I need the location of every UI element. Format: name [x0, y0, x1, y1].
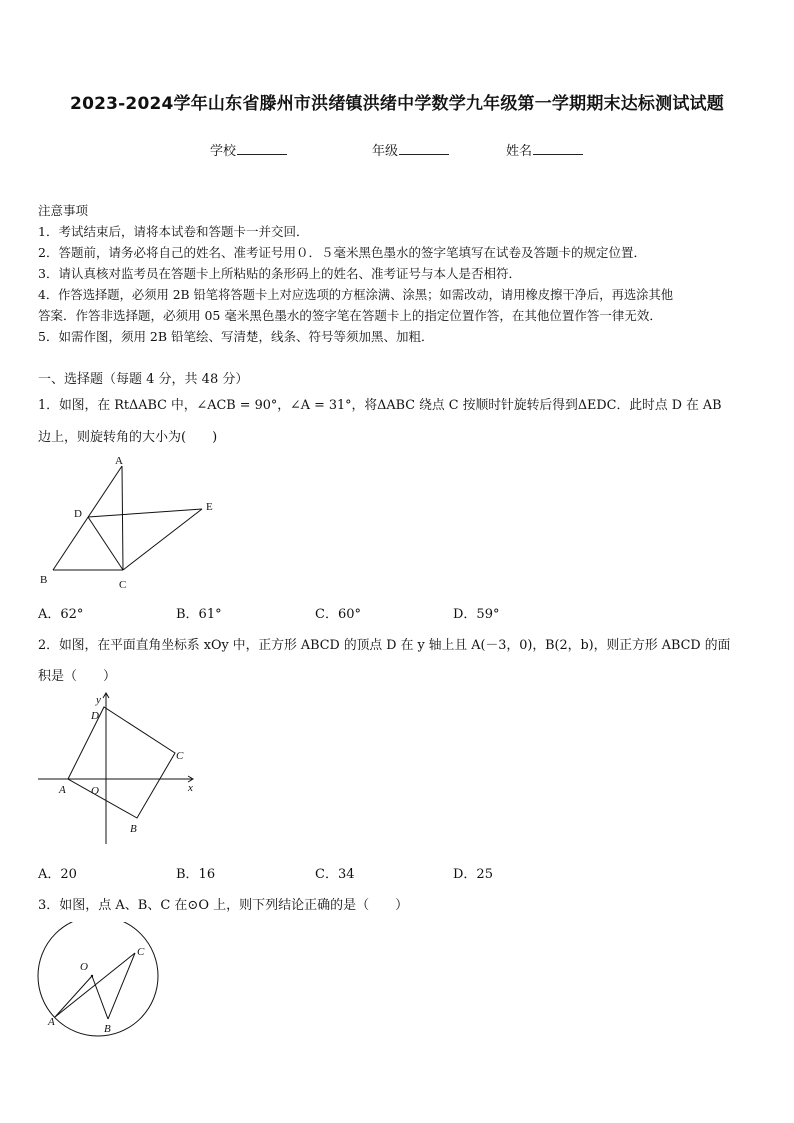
q1-seg-AB: [53, 466, 122, 570]
q3-center-dot: [91, 975, 93, 977]
q1-figure: [30, 452, 230, 594]
school-blank: [237, 142, 287, 155]
grade-label: 年级: [372, 144, 399, 159]
q3-seg-AO: [55, 976, 92, 1017]
q2-label-y: y: [96, 694, 101, 706]
q2-label-B: B: [130, 823, 137, 835]
q3-label-B: B: [104, 1023, 111, 1035]
q2-option-a: A．20: [38, 867, 77, 882]
q1-seg-AC: [122, 466, 123, 570]
q2-option-d: D．25: [453, 867, 493, 882]
q1-seg-EC: [123, 509, 202, 570]
notice-heading: 注意事项: [38, 203, 89, 218]
q2-square-abcd: [68, 707, 175, 818]
section-heading: 一、选择题（每题 4 分，共 48 分）: [38, 372, 249, 387]
document-title: 2023-2024学年山东省滕州市洪绪镇洪绪中学数学九年级第一学期期末达标测试试题: [70, 94, 724, 114]
notice-item-5: 5．如需作图，须用 2B 铅笔绘、写清楚，线条、符号等须加黑、加粗．: [38, 329, 434, 344]
school-field: [210, 140, 287, 159]
q2-text-line1: 2．如图，在平面直角坐标系 xOy 中，正方形 ABCD 的顶点 D 在 y 轴上且 A(－3，0)，B(2，b)，则正方形 ABCD 的面: [38, 638, 731, 653]
q3-label-C: C: [137, 946, 145, 958]
q2-label-x: x: [188, 782, 193, 794]
q3-label-A: A: [48, 1016, 55, 1028]
q1-label-A: A: [115, 455, 123, 467]
q1-text-line2: 边上，则旋转角的大小为( ): [38, 430, 218, 445]
q2-text-line2: 积是（ ）: [38, 669, 117, 684]
q2-label-C: C: [176, 750, 184, 762]
q2-figure: [30, 690, 210, 850]
q2-label-O: O: [91, 785, 99, 797]
q1-label-B: B: [40, 574, 48, 586]
notice-item-1: 1．考试结束后，请将本试卷和答题卡一并交回．: [38, 224, 309, 239]
name-field: [506, 140, 583, 159]
q1-label-E: E: [206, 501, 213, 513]
q3-seg-OB: [92, 976, 108, 1019]
q2-label-D: D: [91, 710, 99, 722]
school-label: 学校: [210, 144, 237, 159]
q3-figure: [30, 922, 180, 1037]
q1-text-line1: 1．如图，在 RtΔABC 中，∠ACB = 90°，∠A = 31°，将ΔABC 绕点 C 按顺时针旋转后得到ΔEDC．此时点 D 在 AB: [38, 398, 722, 413]
notice-item-4: 4．作答选择题，必须用 2B 铅笔将答题卡上对应选项的方框涂满、涂黑；如需改动，请用橡皮擦干净后，再选涂其他: [38, 288, 674, 302]
name-blank: [533, 142, 583, 155]
q1-label-C: C: [119, 579, 127, 591]
q2-option-b: B．16: [176, 867, 216, 882]
q2-option-c: C．34: [315, 867, 355, 882]
q1-seg-DE: [88, 509, 202, 517]
q3-seg-BC: [108, 953, 135, 1019]
q3-label-O: O: [80, 961, 88, 973]
notice-item-4-cont: 答案．作答非选择题，必须用 05 毫米黑色墨水的签字笔在答题卡上的指定位置作答，在其他位置作答一律无效．: [38, 308, 662, 323]
notice-item-2: 2．答题前，请务必将自己的姓名、准考证号用０．５毫米黑色墨水的签字笔填写在试卷及答题卡的规定位置．: [38, 245, 646, 260]
q3-circle-o: [38, 922, 158, 1036]
q3-seg-AC: [55, 953, 135, 1017]
grade-field: [372, 140, 449, 159]
q1-option-d: D．59°: [453, 607, 500, 622]
q2-label-A: A: [59, 784, 66, 796]
name-label: 姓名: [506, 144, 533, 159]
q3-text-line1: 3．如图，点 A、B、C 在⊙O 上，则下列结论正确的是（ ）: [38, 898, 409, 913]
q1-option-b: B．61°: [176, 607, 222, 622]
q1-seg-DC: [88, 517, 123, 570]
q1-label-D: D: [74, 508, 82, 520]
q1-option-a: A．62°: [38, 607, 84, 622]
notice-item-3: 3．请认真核对监考员在答题卡上所粘贴的条形码上的姓名、准考证号与本人是否相符．: [38, 266, 521, 281]
q1-option-c: C．60°: [315, 607, 361, 622]
grade-blank: [399, 142, 449, 155]
